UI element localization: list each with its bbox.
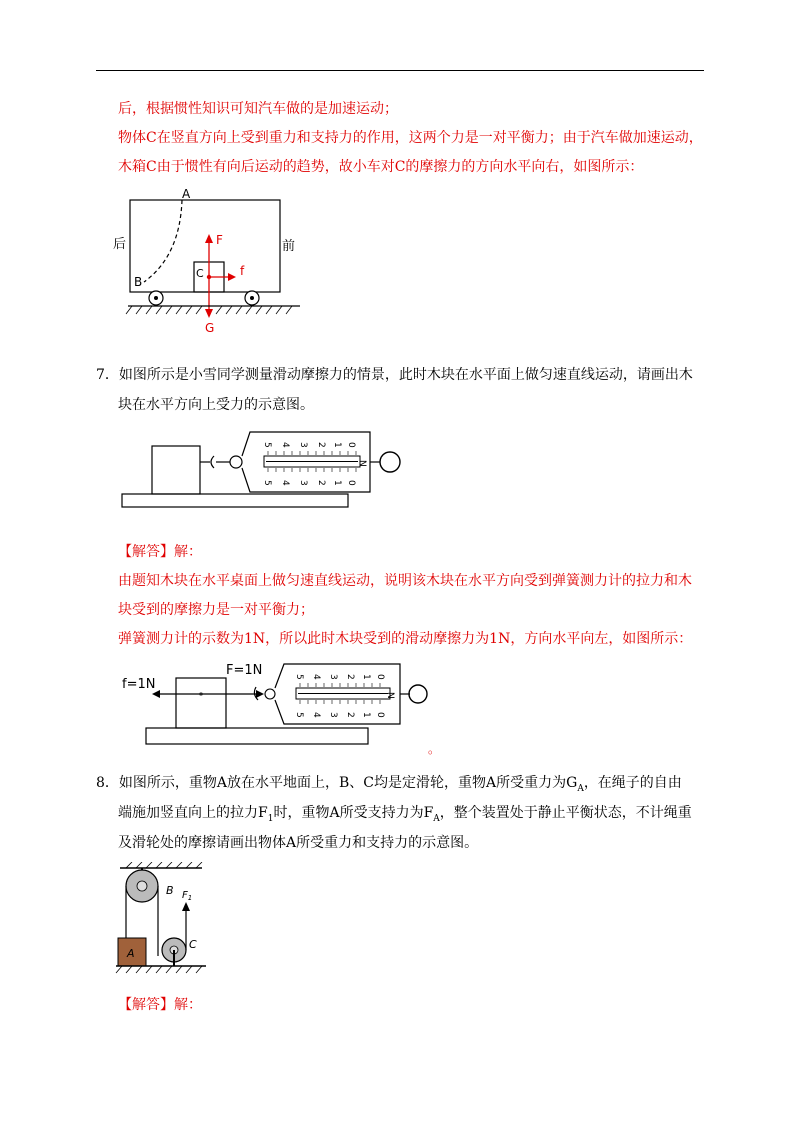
tick-label: 3: [328, 674, 338, 680]
question-7-line: 7．如图所示是小雪同学测量滑动摩擦力的情景，此时木块在水平面上做匀速直线运动，请画出木: [96, 367, 693, 383]
answer-text-line: 物体C在竖直方向上受到重力和支持力的作用，这两个力是一对平衡力；由于汽车做加速运动，: [118, 130, 703, 146]
label-b: B: [134, 275, 143, 289]
tick-label: 3: [298, 480, 308, 486]
tick-label: 5: [262, 442, 272, 448]
label-force-f: F: [216, 233, 223, 247]
table-surface: [146, 728, 368, 744]
tick-label: 2: [345, 674, 355, 680]
pull-arrowhead: [256, 690, 264, 698]
label-friction: f=1N: [122, 677, 156, 692]
force-f1-arrowhead: [182, 902, 190, 911]
answer-text-line: 弹簧测力计的示数为1N，所以此时木块受到的滑动摩擦力为1N，方向水平向左，如图所示：: [118, 631, 693, 647]
tick-label: 5: [262, 480, 272, 486]
force-f-arrowhead: [205, 234, 213, 243]
question-7-line: 块在水平方向上受力的示意图。: [118, 397, 314, 413]
dashed-trajectory: [144, 200, 182, 282]
tick-label: 4: [280, 480, 290, 486]
tick-label: 5: [294, 712, 304, 718]
label-back: 后: [113, 237, 127, 252]
truck-force-figure: [110, 186, 310, 336]
label-pull: F=1N: [226, 663, 263, 678]
answer-text-line: 块受到的摩擦力是一对平衡力；: [118, 602, 314, 618]
tick-label: 2: [316, 442, 326, 448]
tick-label: 3: [298, 442, 308, 448]
tick-label: 0: [375, 674, 385, 680]
header-rule: [96, 70, 704, 71]
answer-text-line: 后，根据惯性知识可知汽车做的是加速运动；: [118, 101, 398, 117]
label-a: A: [127, 947, 135, 960]
label-f1: $F_1$: [182, 890, 193, 902]
tick-label: 4: [311, 674, 321, 680]
label-gravity-g: G: [205, 321, 215, 335]
label-b: B: [166, 884, 174, 897]
tick-label: 2: [316, 480, 326, 486]
scale-ring: [380, 452, 400, 472]
label-front: 前: [282, 239, 296, 254]
tick-label: 4: [311, 712, 321, 718]
scale-unit: N: [357, 460, 367, 467]
question-8-line: 端施加竖直向上的拉力$F_1$时，重物A所受支持力为$F_A$，整个装置处于静止平衡状态，不计绳重: [118, 805, 692, 824]
tick-label: 0: [375, 712, 385, 718]
wooden-block: [176, 678, 226, 728]
friction-arrowhead: [228, 273, 236, 281]
answer-label: 【解答】解：: [118, 544, 202, 560]
tick-label: 2: [345, 712, 355, 718]
table-surface: [122, 494, 348, 507]
tick-label: 4: [280, 442, 290, 448]
pulley-figure: [112, 862, 212, 977]
question-8-line: 8．如图所示，重物A放在水平地面上，B、C均是定滑轮，重物A所受重力为$G_A$，在绳子的自由: [96, 775, 682, 794]
gravity-arrowhead: [205, 309, 213, 318]
hook: [211, 456, 214, 468]
scale-ring: [409, 685, 427, 703]
wooden-block: [152, 446, 200, 494]
label-friction-f: f: [240, 264, 245, 278]
tick-label: 1: [332, 480, 342, 486]
trailing-mark: 。: [428, 742, 441, 756]
friction-answer-figure: [118, 656, 428, 748]
tick-label: 3: [328, 712, 338, 718]
label-c: C: [189, 938, 197, 951]
label-a: A: [182, 187, 191, 201]
scale-unit: N: [385, 692, 395, 699]
tick-label: 0: [346, 480, 356, 486]
tick-label: 0: [346, 442, 356, 448]
spring-scale-figure: [118, 424, 408, 510]
question-8-line: 及滑轮处的摩擦请画出物体A所受重力和支持力的示意图。: [118, 835, 479, 851]
tick-label: 1: [332, 442, 342, 448]
truck-body: [130, 200, 280, 292]
answer-label: 【解答】解：: [118, 997, 202, 1013]
tick-label: 5: [294, 674, 304, 680]
tick-label: 1: [361, 674, 371, 680]
label-c: C: [196, 267, 204, 280]
answer-text-line: 由题知木块在水平桌面上做匀速直线运动，说明该木块在水平方向受到弹簧测力计的拉力和木: [118, 573, 692, 589]
tick-label: 1: [361, 712, 371, 718]
answer-text-line: 木箱C由于惯性有向后运动的趋势，故小车对C的摩擦力的方向水平向右，如图所示：: [118, 159, 644, 175]
